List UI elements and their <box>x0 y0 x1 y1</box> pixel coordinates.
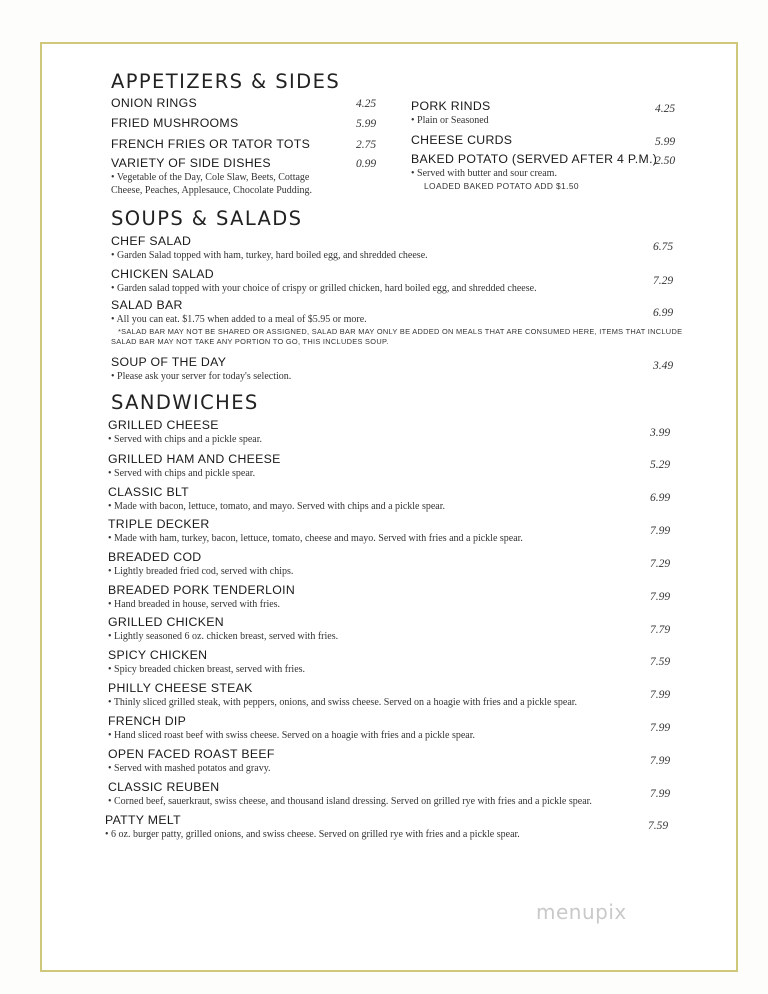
section-title-soups: SOUPS & SALADS <box>111 207 303 230</box>
item-name: FRENCH FRIES OR TATOR TOTS <box>111 137 311 151</box>
item-description: • Made with bacon, lettuce, tomato, and mayo. Served with chips and a pickle spear. <box>108 501 446 512</box>
item-name: TRIPLE DECKER <box>108 517 210 531</box>
item-name: VARIETY OF SIDE DISHES <box>111 156 271 170</box>
menu-item-classic-blt <box>108 485 445 514</box>
menu-item-open-faced-roast-beef <box>108 747 275 776</box>
item-name: FRENCH DIP <box>108 714 187 728</box>
menu-item-chicken-salad <box>111 267 537 296</box>
menu-item-cheese-curds <box>411 133 512 148</box>
item-price: 7.79 <box>650 624 671 636</box>
item-name: SPICY CHICKEN <box>108 648 208 662</box>
item-price: 7.59 <box>650 656 671 668</box>
item-description: • All you can eat. $1.75 when added to a meal of $5.95 or more. <box>111 314 367 325</box>
menu-item-pork-rinds <box>411 99 491 128</box>
menu-item-baked-potato <box>411 152 657 191</box>
item-description: • Plain or Seasoned <box>411 115 489 126</box>
item-price: 7.99 <box>650 591 671 603</box>
item-price: 6.99 <box>653 307 674 319</box>
item-name: CLASSIC REUBEN <box>108 780 220 794</box>
item-price: 4.25 <box>356 98 377 110</box>
item-name: PHILLY CHEESE STEAK <box>108 681 253 695</box>
item-price: 7.99 <box>650 755 671 767</box>
item-price: 7.59 <box>648 820 669 832</box>
item-name: GRILLED CHEESE <box>108 418 219 432</box>
item-name: PATTY MELT <box>105 813 181 827</box>
item-price: 7.99 <box>650 722 671 734</box>
item-price: 6.99 <box>650 492 671 504</box>
item-description: • Garden salad topped with your choice of crispy or grilled chicken, hard boiled egg, and shredded cheese. <box>111 283 537 294</box>
item-name: CHICKEN SALAD <box>111 267 214 281</box>
item-name: PORK RINDS <box>411 99 491 113</box>
item-name: OPEN FACED ROAST BEEF <box>108 747 275 761</box>
item-description: • Hand sliced roast beef with swiss cheese. Served on a hoagie with fries and a pickle spear. <box>108 730 475 741</box>
item-price: 7.99 <box>650 788 671 800</box>
item-price: 6.75 <box>653 241 674 253</box>
menu-item-triple-decker <box>108 517 523 546</box>
menu-item-pork-tenderloin <box>108 583 295 612</box>
item-price: 3.99 <box>650 427 671 439</box>
menu-item-side-dishes <box>111 156 326 197</box>
item-description: • Thinly sliced grilled steak, with peppers, onions, and swiss cheese. Served on a hoagie with fries and a pickle spear. <box>108 697 578 708</box>
section-title-sandwiches: SANDWICHES <box>111 391 259 414</box>
item-name: CHEESE CURDS <box>411 133 513 147</box>
item-price: 7.29 <box>650 558 671 570</box>
item-price: 2.50 <box>655 155 676 167</box>
menu-item-philly-cheese-steak <box>108 681 577 710</box>
item-price: 5.29 <box>650 459 671 471</box>
item-price: 7.99 <box>650 525 671 537</box>
item-name: CLASSIC BLT <box>108 485 189 499</box>
item-description: • Lightly breaded fried cod, served with chips. <box>108 566 294 577</box>
item-description: • Vegetable of the Day, Cole Slaw, Beets, Cottage Cheese, Peaches, Applesauce, Chocolate Pudding. <box>111 172 313 196</box>
menu-item-fried-mushrooms <box>111 116 238 131</box>
section-title-appetizers: APPETIZERS & SIDES <box>111 70 341 93</box>
menu-item-grilled-chicken <box>108 615 338 644</box>
menu-item-french-fries <box>111 137 310 152</box>
item-name: FRIED MUSHROOMS <box>111 116 239 130</box>
menu-item-spicy-chicken <box>108 648 305 677</box>
item-description: • Spicy breaded chicken breast, served with fries. <box>108 664 306 675</box>
item-price: 0.99 <box>356 158 377 170</box>
item-price: 7.29 <box>653 275 674 287</box>
item-description: • Made with ham, turkey, bacon, lettuce, tomato, cheese and mayo. Served with fries and a pickle spear. <box>108 533 523 544</box>
item-price: 5.99 <box>655 136 676 148</box>
item-description: • Hand breaded in house, served with fries. <box>108 599 281 610</box>
menu-item-grilled-ham-cheese <box>108 452 281 481</box>
menu-item-salad-bar <box>111 298 682 348</box>
item-description: • Lightly seasoned 6 oz. chicken breast, served with fries. <box>108 631 339 642</box>
item-name: SALAD BAR <box>111 298 183 312</box>
menu-item-breaded-cod <box>108 550 293 579</box>
watermark-logo: menupix <box>536 900 627 924</box>
item-name: SOUP OF THE DAY <box>111 355 227 369</box>
item-price: 5.99 <box>356 118 377 130</box>
menu-item-soup-of-the-day <box>111 355 291 384</box>
item-description: • Served with butter and sour cream. <box>411 168 557 179</box>
item-description: • 6 oz. burger patty, grilled onions, and swiss cheese. Served on grilled rye with fries and a pickle spear. <box>105 829 520 840</box>
item-name: BREADED COD <box>108 550 202 564</box>
item-description: • Please ask your server for today's selection. <box>111 371 292 382</box>
item-description: • Served with chips and pickle spear. <box>108 468 256 479</box>
item-name: GRILLED CHICKEN <box>108 615 224 629</box>
menu-item-onion-rings <box>111 96 197 111</box>
item-name: BAKED POTATO (SERVED AFTER 4 P.M.) <box>411 152 658 166</box>
menu-item-french-dip <box>108 714 475 743</box>
item-description: • Served with mashed potatos and gravy. <box>108 763 271 774</box>
item-name: BREADED PORK TENDERLOIN <box>108 583 296 597</box>
item-description: • Garden Salad topped with ham, turkey, hard boiled egg, and shredded cheese. <box>111 250 428 261</box>
item-price: 4.25 <box>655 103 676 115</box>
item-name: GRILLED HAM AND CHEESE <box>108 452 281 466</box>
menu-item-grilled-cheese <box>108 418 262 447</box>
item-name: CHEF SALAD <box>111 234 192 248</box>
menu-item-patty-melt <box>105 813 520 842</box>
item-note: *SALAD BAR MAY NOT BE SHARED OR ASSIGNED, SALAD BAR MAY ONLY BE ADDED ON MEALS THAT ARE CONSUMED HERE, ITEMS THAT INCLUDE <box>118 326 683 336</box>
item-price: 7.99 <box>650 689 671 701</box>
item-note: SALAD BAR MAY NOT TAKE ANY PORTION TO GO, THIS INCLUDES SOUP. <box>111 337 389 346</box>
item-description: • Served with chips and a pickle spear. <box>108 434 263 445</box>
menu-item-classic-reuben <box>108 780 592 809</box>
item-price: 3.49 <box>653 360 674 372</box>
item-price: 2.75 <box>356 139 377 151</box>
item-name: ONION RINGS <box>111 96 197 110</box>
menu-item-chef-salad <box>111 234 428 263</box>
item-description: • Corned beef, sauerkraut, swiss cheese, and thousand island dressing. Served on grilled rye with fries and a pickle spear. <box>108 796 592 807</box>
item-note: LOADED BAKED POTATO ADD $1.50 <box>424 180 579 191</box>
